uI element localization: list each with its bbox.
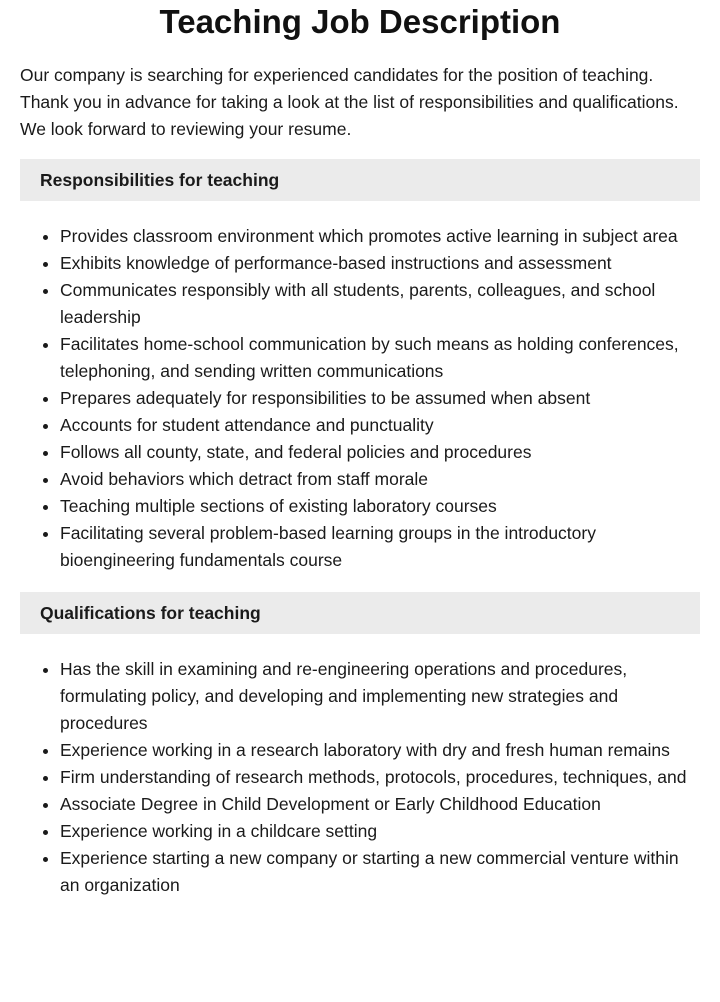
list-item: • Associate Degree in Child Development or Early Childhood Education — [60, 791, 700, 818]
list-item: • Follows all county, state, and federal policies and procedures — [60, 439, 700, 466]
list-item: • Experience working in a research laboratory with dry and fresh human remains — [60, 737, 700, 764]
list-item: • Teaching multiple sections of existing laboratory courses — [60, 493, 700, 520]
qualifications-section — [20, 592, 700, 899]
list-item: • Experience starting a new company or starting a new commercial venture within an organization — [60, 845, 700, 899]
list-item: • Exhibits knowledge of performance-based instructions and assessment — [60, 250, 700, 277]
list-item: • Provides classroom environment which promotes active learning in subject area — [60, 223, 700, 250]
intro-paragraph: Our company is searching for experienced candidates for the position of teaching. Thank you in advance for taking a look at the list of responsibilities and qualifications. We look forward to reviewing your resume. — [20, 65, 679, 139]
page-title: Teaching Job Description — [159, 3, 561, 40]
list-item: • Facilitates home-school communication by such means as holding conferences, telephoning, and sending written communications — [60, 331, 700, 385]
responsibilities-section — [20, 159, 700, 574]
qualifications-heading: Qualifications for teaching — [20, 592, 700, 634]
list-item: • Facilitating several problem-based learning groups in the introductory bioengineering fundamentals course — [60, 520, 700, 574]
list-item: • Communicates responsibly with all students, parents, colleagues, and school leadership — [60, 277, 700, 331]
list-item: • Has the skill in examining and re-engineering operations and procedures, formulating policy, and developing and implementing new strategies and procedures — [60, 656, 700, 737]
list-item: • Firm understanding of research methods, protocols, procedures, techniques, and — [60, 764, 700, 791]
list-item: • Avoid behaviors which detract from staff morale — [60, 466, 700, 493]
responsibilities-heading: Responsibilities for teaching — [20, 159, 700, 201]
list-item: • Experience working in a childcare setting — [60, 818, 700, 845]
list-item: • Prepares adequately for responsibilities to be assumed when absent — [60, 385, 700, 412]
responsibilities-list — [20, 223, 700, 574]
qualifications-list — [20, 656, 700, 899]
list-item: • Accounts for student attendance and punctuality — [60, 412, 700, 439]
